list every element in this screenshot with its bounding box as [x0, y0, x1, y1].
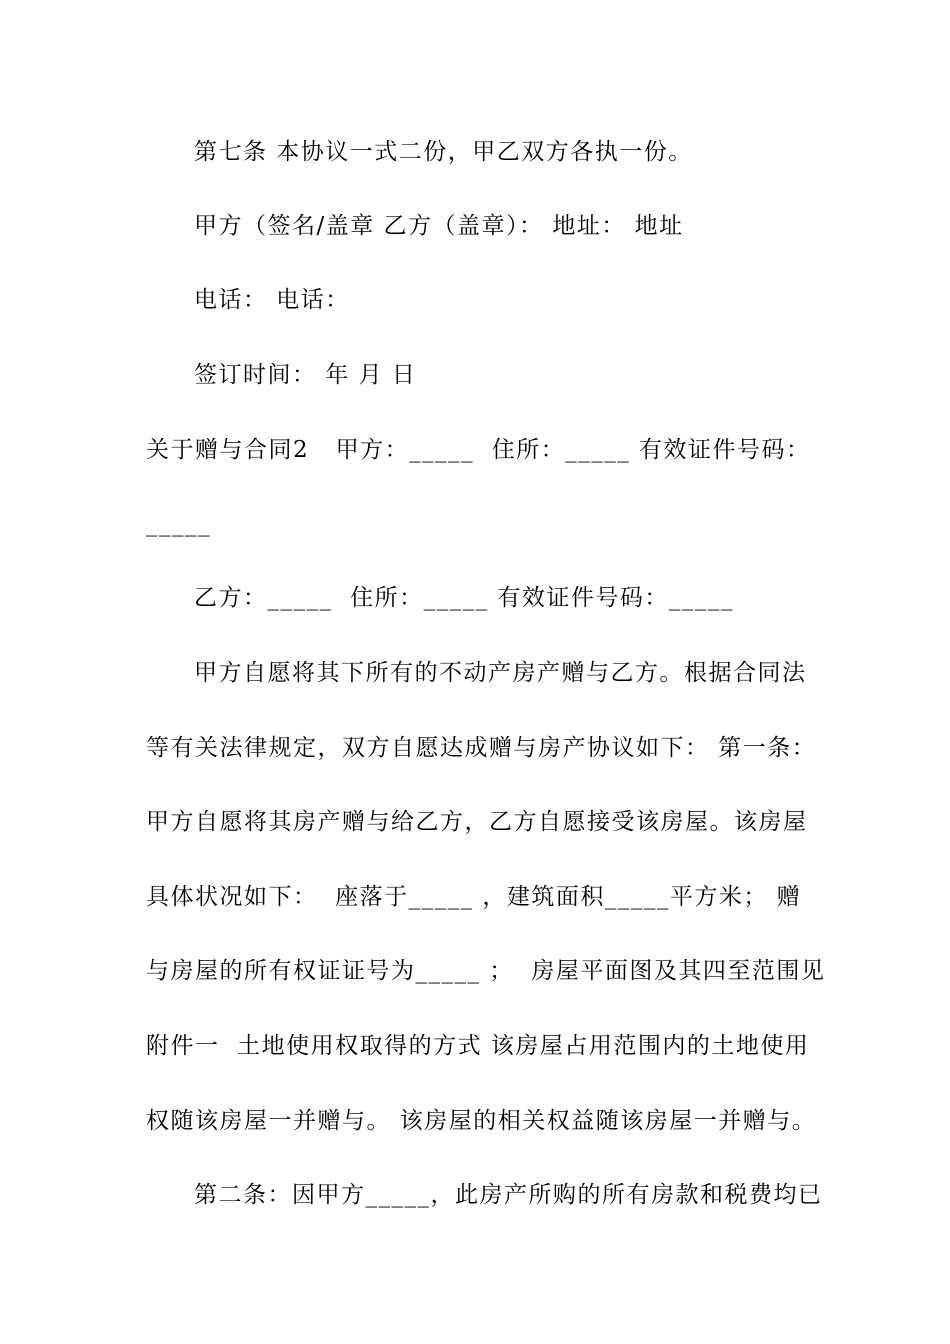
body-paragraph-line: 甲方自愿将其下所有的不动产房产赠与乙方。根据合同法	[194, 660, 807, 686]
id-number-blank: _____	[146, 511, 211, 537]
party-b-line: 乙方：_____ 住所：_____ 有效证件号码：_____	[194, 585, 734, 611]
article-2-line: 第二条：因甲方_____，此房产所购的所有房款和税费均已	[194, 1182, 823, 1208]
body-paragraph-line: 等有关法律规定，双方自愿达成赠与房产协议如下： 第一条：	[146, 735, 817, 761]
body-paragraph-line: 具体状况如下： 座落于_____ ，建筑面积_____平方米； 赠	[146, 884, 802, 910]
body-paragraph-line: 甲方自愿将其房产赠与给乙方，乙方自愿接受该房屋。该房屋	[146, 809, 808, 835]
contract-2-heading-line: 关于赠与合同2 甲方：_____ 住所：_____ 有效证件号码：	[146, 437, 811, 463]
body-paragraph-line: 权随该房屋一并赠与。 该房屋的相关权益随该房屋一并赠与。	[146, 1108, 817, 1134]
body-paragraph-line: 与房屋的所有权证证号为_____ ； 房屋平面图及其四至范围见	[146, 958, 826, 984]
body-paragraph-line: 附件一 土地使用权取得的方式 该房屋占用范围内的土地使用	[146, 1033, 810, 1059]
signing-date-line: 签订时间： 年 月 日	[194, 362, 417, 388]
article-7-text: 第七条 本协议一式二份，甲乙双方各执一份。	[194, 139, 693, 165]
phone-line: 电话： 电话：	[194, 287, 350, 313]
signature-line: 甲方（签名/盖章 乙方（盖章）： 地址： 地址	[194, 213, 684, 239]
